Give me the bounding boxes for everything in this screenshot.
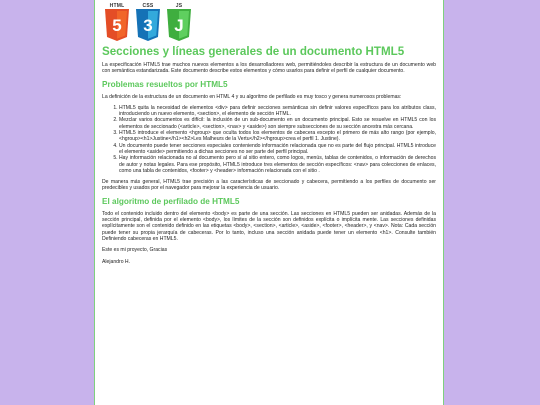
page-title: Secciones y líneas generales de un documento HTML5 [102,45,405,58]
css3-logo [134,3,162,43]
js-glyph: J [174,16,184,35]
js-logo [165,3,193,43]
problems-intro-paragraph: La definición de la estructura de un documento en HTML 4 y su algoritmo de perfilado es muy tosco y genera numerosos problemas: [102,93,402,100]
list-item: 3. HTML5 introduce el elemento <hgroup> que oculta todos los elementos de cabecera excepto el primero de más alto rango (por ejemplo, <hgroup><h1>Justine</h1><h2>Les Malheurs de la Vertu</h2></hgroup>crea el perfil 1. Justine). [119,130,436,143]
algorithm-paragraph: Todo el contenido incluido dentro del elemento <body> es parte de una sección. Las secciones en HTML5 pueden ser anidadas. Además de la sección principal, definida por el elemento <body>, los límites de la sección son definidos explícita o implícita mente. Las secciones definidas explícitamente son el contenido definido en las etiquetas <body>, <section>, <article>, <aside>, <footer>, <header>, y <nav>. Nota: Cada sección puede tener su propia jerarquía de cabeceras. Por lo tanto, incluso una sección anidada puede tener un elemento <h1>. Consulte también Definiendo cabeceras en HTML5. [102,210,436,242]
html5-icon [104,9,130,41]
intro-paragraph: La especificación HTML5 trae muchos nuevos elementos a los desarrolladores web, permitiéndoles describir la estructura de un documento web con semántica estandarizada. Este documento describe estos elementos y cómo usarlos para definir el perfil de cualquier documento. [102,62,436,75]
problems-list [102,105,436,174]
css3-logo-caption: CSS [142,3,154,9]
html5-logo [103,3,131,43]
list-item: 2. Mezclar varios documentos es difícil: la inclusión de un sub-documento en un documento principal. Esto se resuelve en HTML5 con los elementos de seccionado (<article>, <section>, <nav> y <aside>) son siempre subsecciones de su sección ancestra más cercana. [119,117,436,130]
list-item: 5. Hay información relacionada no al documento pero sí al sitio entero, como logos, menús, tablas de contenidos, o información de derechos de autor y notas legales. Para ese propósito, HTML5 introduce tres elementos de sección específicos: <nav> para colecciones de enlaces, como una tabla de contenidos, <footer> y <header> información relacionada con el sitio . [119,155,436,174]
js-logo-caption: JS [175,3,183,9]
logo-strip [103,3,436,43]
html5-logo-caption: HTML [109,3,125,9]
js-icon [166,9,192,41]
closing-text: Este es mi proyecto, Gracias [102,247,168,254]
section-heading-algorithm: El algoritmo de perfilado de HTML5 [102,196,240,206]
problems-outro-paragraph: De manera más general, HTML5 trae precisión a las características de seccionado y cabecera, permitiendo a los perfiles de documento ser predecibles y usados por el navegador para mejorar la experiencia de usuario. [102,179,436,192]
list-item: 4. Un documento puede tener secciones especiales conteniendo información relacionada que no es parte del flujo principal. HTML5 introduce el elemento <aside> permitiendo a dichas secciones no ser parte del perfil principal. [119,143,436,156]
author-signature: Alejandro H. [102,258,131,265]
css3-glyph: 3 [143,16,153,35]
section-heading-problems: Problemas resueltos por HTML5 [102,79,228,89]
html5-glyph: 5 [112,16,122,35]
list-item: 1. HTML5 quita la necesidad de elementos <div> para definir secciones semánticas sin definir valores específicos para los atributos class, introduciendo un nuevo elemento, <section>, el elemento de sección HTML. [119,105,436,118]
css3-icon [135,9,161,41]
document-page [94,0,444,405]
